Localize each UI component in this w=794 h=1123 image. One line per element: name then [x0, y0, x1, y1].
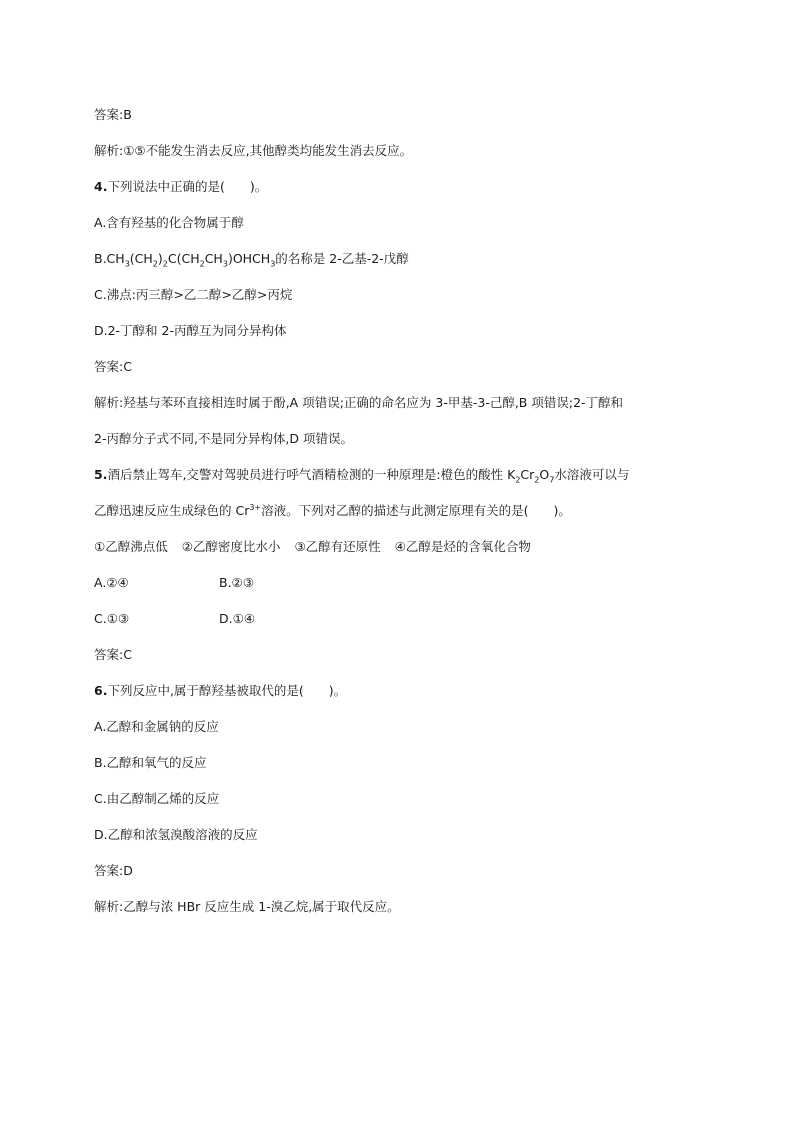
question-6-number: 6. — [94, 683, 108, 698]
option-b-subscript: 2 — [162, 259, 168, 269]
option-b-part: C(CH — [167, 251, 200, 266]
option-b-part: B.CH — [94, 251, 125, 266]
question-4-option-a: A.含有羟基的化合物属于醇 — [94, 215, 244, 230]
question-5-option-c: C.①③ — [94, 611, 130, 626]
question-5-option-d: D.①④ — [219, 611, 256, 626]
analysis-q3: 解析:①⑤不能发生消去反应,其他醇类均能发生消去反应。 — [94, 143, 413, 158]
option-b-part: (CH — [129, 251, 153, 266]
question-4-option-c: C.沸点:丙三醇>乙二醇>乙醇>丙烷 — [94, 287, 293, 302]
statement-item: ③乙醇有还原性 — [294, 539, 381, 554]
analysis-q4-line1: 解析:羟基与苯环直接相连时属于酚,A 项错误;正确的命名应为 3-甲基-3-己醇,B 项错误;2-丁醇和 — [94, 395, 624, 410]
question-5-text: 酒后禁止驾车,交警对驾驶员进行呼气酒精检测的一种原理是:橙色的酸性 K — [107, 467, 516, 482]
question-5-number: 5. — [94, 467, 108, 482]
option-b-subscript: 3 — [270, 259, 276, 269]
statement-item: ①乙醇沸点低 — [94, 539, 168, 554]
question-6-text: 下列反应中,属于醇羟基被取代的是( )。 — [107, 683, 347, 698]
answer-q4: 答案:C — [94, 359, 132, 374]
option-b-part: 的名称是 2-乙基-2-戊醇 — [275, 251, 409, 266]
question-4-option-b — [94, 250, 409, 268]
question-6-option-a: A.乙醇和金属钠的反应 — [94, 719, 219, 734]
analysis-q6: 解析:乙醇与浓 HBr 反应生成 1-溴乙烷,属于取代反应。 — [94, 899, 400, 914]
formula-subscript: 7 — [549, 475, 555, 485]
question-5-stem-line1 — [94, 466, 629, 484]
formula-subscript: 2 — [515, 475, 521, 485]
option-b-subscript: 2 — [152, 259, 158, 269]
answer-q5: 答案:C — [94, 647, 132, 662]
question-5-text: 乙醇迅速反应生成绿色的 Cr — [94, 503, 250, 518]
question-5-text: Cr — [520, 467, 535, 482]
option-b-subscript: 3 — [124, 259, 130, 269]
question-4-stem — [94, 178, 267, 196]
option-b-subscript: 2 — [199, 259, 205, 269]
question-4-number: 4. — [94, 179, 108, 194]
question-5-text: 溶液。下列对乙醇的描述与此测定原理有关的是( )。 — [261, 503, 571, 518]
option-b-subscript: 3 — [222, 259, 228, 269]
option-b-part: ) — [157, 251, 163, 266]
question-5-text: 水溶液可以与 — [554, 467, 630, 482]
statement-item: ④乙醇是烃的含氧化合物 — [394, 539, 531, 554]
question-5-option-b: B.②③ — [219, 575, 254, 590]
question-6-stem — [94, 682, 346, 700]
question-4-text: 下列说法中正确的是( )。 — [107, 179, 268, 194]
answer-q3: 答案:B — [94, 107, 132, 122]
question-5-text: O — [539, 467, 550, 482]
option-b-part: )OHCH — [227, 251, 271, 266]
statement-item: ②乙醇密度比水小 — [181, 539, 281, 554]
formula-superscript: 3+ — [249, 502, 262, 512]
question-6-option-c: C.由乙醇制乙烯的反应 — [94, 791, 220, 806]
formula-subscript: 2 — [534, 475, 540, 485]
question-4-option-d: D.2-丁醇和 2-丙醇互为同分异构体 — [94, 323, 287, 338]
question-5-stem-line2 — [94, 502, 571, 520]
option-b-part: CH — [204, 251, 223, 266]
answer-q6: 答案:D — [94, 863, 133, 878]
question-6-option-d: D.乙醇和浓氢溴酸溶液的反应 — [94, 827, 258, 842]
question-5-option-a: A.②④ — [94, 575, 129, 590]
analysis-q4-line2: 2-丙醇分子式不同,不是同分异构体,D 项错误。 — [94, 431, 354, 446]
question-5-items — [94, 538, 531, 556]
question-6-option-b: B.乙醇和氧气的反应 — [94, 755, 207, 770]
